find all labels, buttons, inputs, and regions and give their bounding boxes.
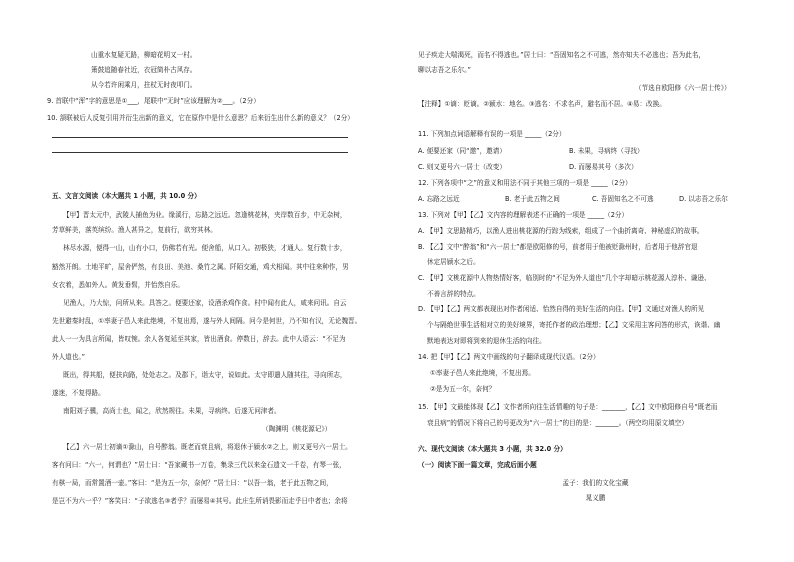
question-10: 10. 颔联被后人反复引用并衍生出新的意义，它在原作中是什么意思？后来衍生出什么新的意义？（2分） (47, 114, 354, 122)
passage-line: 外人道也。” (52, 353, 86, 361)
option: 默地表达对即将到来的退休生活的向往。 (427, 337, 546, 345)
poem-line: 山重水复疑无路，柳暗花明又一村。 (91, 51, 197, 59)
article-title: 孟子：我们的文化宝藏 (562, 479, 629, 487)
passage-line: 芳草鲜美，落英缤纷。渔人甚异之，复前行，欲穷其林。 (52, 226, 217, 234)
question-15: 15. 【甲】文最能体现【乙】文作者所向往生活情趣的句子是：_______，【乙】文中欧阳修自号“既老而 (418, 403, 718, 411)
question-15: 衰且病”的情况下将自己的号更改为“六一居士”的目的是：_______。（两空均用原文填空） (427, 419, 688, 427)
option: C. 吾固知名之不可逃 (592, 195, 654, 203)
option: A. 忘路之远近 (418, 195, 460, 203)
option: B. 【乙】文中“醉翁”和“六一居士”都是欧阳修的号，前者用于他被贬滁州时，后者用于他辞官退 (418, 243, 698, 251)
option: C. 则又更号六一居士（改变） (418, 163, 506, 171)
passage-source: （陶渊明《桃花源记》） (262, 425, 332, 433)
poem-line: 从今若许闲乘月，拄杖无时夜叩门。 (91, 81, 197, 89)
passage-line: 【乙】六一居士初谪①滁山，自号醉翁。既老而衰且病，将退休于颍水②之上，则又更号六一居士。 (63, 443, 352, 451)
option: 休定居颍水之后。 (427, 258, 480, 266)
passage-line: 既出，得其船，便扶向路，处处志之。及郡下，诣太守，说如此。太守即遣人随其往，寻向所志， (63, 371, 347, 379)
answer-line (52, 152, 348, 153)
option: B. 未果，寻病终（寻找） (569, 147, 644, 155)
question-12: 12. 下列各项中“之”的意义和用法不同于其他三项的一项是 _____（2分） (418, 179, 632, 187)
passage-line: 女衣着，悉如外人。黄发垂髫，并怡然自乐。 (52, 281, 184, 289)
translate-item: ①率妻子邑人来此绝境，不复出焉。 (430, 369, 535, 377)
passage-line: 遂迷，不复得路。 (52, 389, 105, 397)
passage-line: 先世避秦时乱，①率妻子邑人来此绝境，不复出焉，遂与外人间隔。问今是何世，乃不知有汉，无论魏晋。 (52, 317, 362, 325)
option: A. 便要还家（同“邀”，邀请） (418, 147, 506, 155)
option: 个与隔绝世事生活相对立的美好境界，寄托作者的政治理想；【乙】文采用主客问答的形式，诙谐、幽 (427, 321, 721, 329)
passage-line: 见渔人，乃大惊，问所从来。具答之。便要还家，设酒杀鸡作食。村中闻有此人，咸来问讯。自云 (63, 299, 347, 307)
question-9: 9. 首联中“浑”字的意思是①___，尾联中“无时”应该理解为②___。（2分） (47, 97, 260, 105)
subsection-heading: （一）阅读下面一篇文章，完成后面小题 (418, 461, 537, 469)
option: D. 【甲】【乙】两文都表现出对作者闲适、怡然自得的美好生活的向往。【甲】文通过对渔人的所见 (418, 305, 705, 313)
passage-line: 此人一一为具言所闻，皆叹惋。余人各复延至其家，皆出酒食。停数日，辞去。此中人语云：“不足为 (52, 335, 346, 343)
poem-line: 箫鼓追随春社近，衣冠简朴古风存。 (91, 66, 197, 74)
question-11: 11. 下列加点词语解释有误的一项是 _____（2分） (418, 130, 566, 138)
passage-line: 是岂不为六一乎？”客笑曰：“子欲逃名③者乎？而屡易④其号。此庄生所诮畏影而走乎日中者也；余将 (52, 497, 348, 505)
passage-line: 豁然开朗。土地平旷，屋舍俨然，有良田、美池、桑竹之属。阡陌交通，鸡犬相闻。其中往来种作，男 (52, 263, 349, 271)
passage-line: 聊以志吾之乐尔。” (418, 66, 471, 74)
question-14: 14. 把【甲】【乙】两文中画线的句子翻译成现代汉语。（2分） (418, 353, 600, 361)
notes: 【注释】①谪：贬谪。②颍水：地名。③逃名：不求名声，避名而不居。④易：改换。 (418, 100, 666, 108)
passage-line: 客有问曰：“六一，何谓也？”居士曰：“吾家藏书一万卷，集录三代以来金石遗文一千卷，有琴一张， (52, 461, 346, 469)
section-heading: 五、文言文阅读（本大题共 1 小题，共 10.0 分） (52, 192, 201, 200)
translate-item: ②是为五一尔，奈何？ (430, 385, 496, 393)
section-heading: 六、现代文阅读（本大题共 3 小题，共 32.0 分） (418, 445, 567, 453)
passage-line: 见子疾走大喘渴死，而名不得逃也。”居士曰：“吾固知名之不可逃，然亦知夫不必逃也；吾为此名， (418, 51, 706, 59)
passage-line: 林尽水源，便得一山，山有小口，仿佛若有光。便舍船，从口入。初极狭，才通人。复行数十步， (63, 244, 347, 252)
option: 不善言辞的特点。 (427, 290, 480, 298)
passage-line: 【甲】晋太元中，武陵人捕鱼为业。缘溪行，忘路之远近。忽逢桃花林，夹岸数百步，中无杂树， (63, 211, 347, 219)
passage-line: 南阳刘子骥，高尚士也，闻之，欣然规往。未果，寻病终。后遂无问津者。 (63, 407, 281, 415)
option: D. 而屡易其号（多次） (569, 163, 638, 171)
option: D. 以志吾之乐尔 (679, 195, 728, 203)
passage-line: 有棋一局，而常置酒一壶。”客曰：“是为五一尔，奈何？”居士曰：“以吾一翁，老于此五物之间， (52, 479, 333, 487)
article-author: 晁义鹏 (585, 494, 606, 502)
question-13: 13. 下列对【甲】【乙】文内容的理解表述不正确的一项是 _____（2分） (418, 211, 629, 219)
passage-source: （节选自欧阳修《六一居士传》） (635, 84, 731, 92)
option: C. 【甲】文桃花源中人物热情好客，临别时的“不足为外人道也”几个字却暗示桃花源人淳朴、谦逊、 (418, 274, 711, 282)
option: B. 老于此五物之间 (505, 195, 560, 203)
option: A. 【甲】文思路精巧，以渔人进出桃花源的行踪为线索，组成了一个曲折离奇、神秘虚幻的故事。 (418, 227, 704, 235)
answer-line (52, 137, 348, 138)
